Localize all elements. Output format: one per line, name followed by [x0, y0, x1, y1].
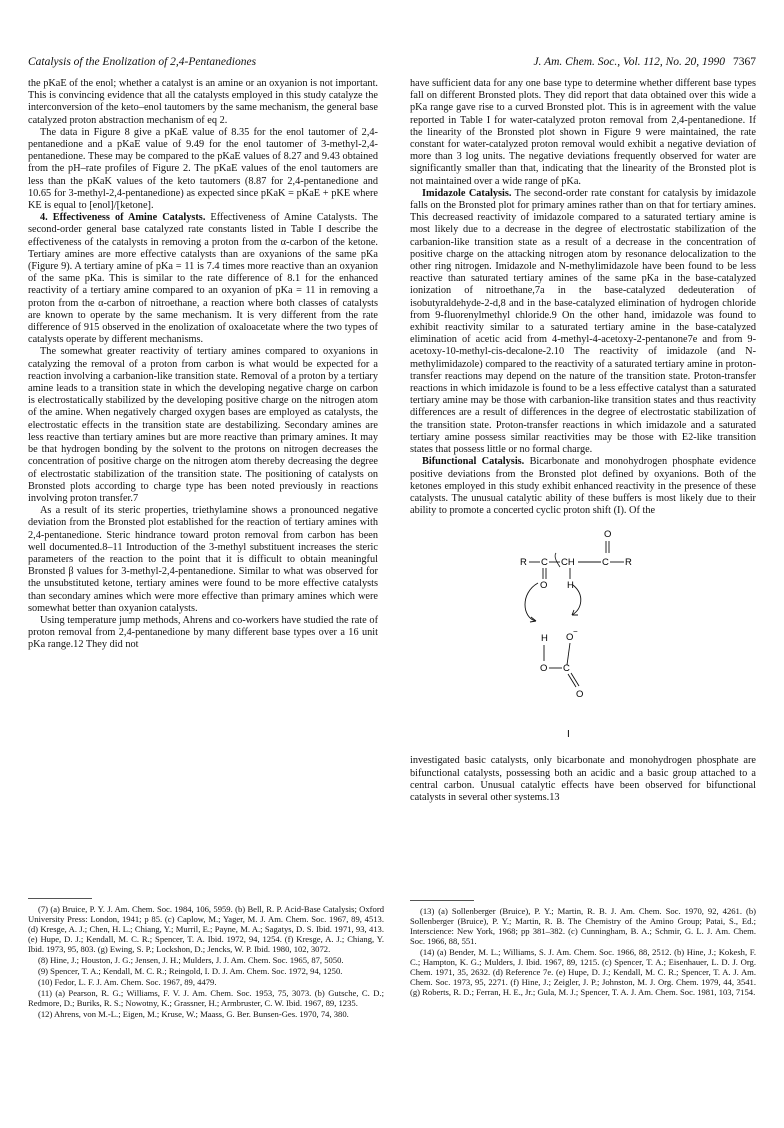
atom-h1: H: [567, 580, 574, 592]
section-heading: Imidazole Catalysis.: [422, 187, 512, 199]
paragraph: Using temperature jump methods, Ahrens and co-workers have studied the rate of proton removal from 2,4-pentanedione by many different base types over a 16 unit pKa range.12 They did not: [28, 614, 378, 651]
footnote: (7) (a) Bruice, P. Y. J. Am. Chem. Soc. 1984, 106, 5959. (b) Bell, R. P. Acid-Base Catalysis; Oxford University Press: London, 1941; p 85. (c) Caplow, M.; Yager, M. J. Am. Chem. Soc. 1967, 89, 4513. (d) Kresge, A. J.; Chen, H. L.; Chiang, Y.; Murril, E.; Payne, M. A.; Sagatys, D. S. Ibid. 1971, 93, 413. (e) Hupe, D. J.; Kendall, M. C. R.; Spencer, T. A. Ibid. 1972, 94, 1254. (f) Kresge, A. J.; Chiang, Y. Ibid. 1973, 95, 803. (g) Ewing, S. P.; Lockshon, D.; Jencks, W. P. Ibid. 1980, 102, 3072.: [28, 904, 384, 954]
paragraph-body: Bicarbonate and monohydrogen phosphate evidence positive deviations from the Bronsted plot defined by oxyanions. Both of the ketones employed in this study exhibit enhanced reactivity in the presence of these catalysts. The unusual catalytic ability of these buffers is most likely due to their ability to promote a concerted cyclic proton shift (I). Of the: [410, 456, 756, 517]
paragraph: have sufficient data for any one base type to determine whether different base types fall on different Bronsted plots. They did report that data obtained over this wide a pKa range gave rise to a curved Bronsted plot. This is in agreement with the value reported in Table I for water-catalyzed proton removal from 2,4-pentanedione. If the linearity of the Bronsted plot shown in Figure 9 were maintained, the rate constant for water-catalyzed proton removal would exhibit a negative deviation of more than 3 log units. The negative deviations frequently observed for water are significantly smaller than that, indicating that the linearity of the Bronsted plot is not maintained over a wide range of pKa.: [410, 78, 756, 187]
atom-o1: O: [540, 580, 548, 592]
footnote: (14) (a) Bender, M. L.; Williams, S. J. Am. Chem. Soc. 1966, 88, 2512. (b) Hine, J.; Kokesh, F. C.; Hampton, K. G.; Mulders, J. Ibid. 1967, 89, 1215. (c) Spencer, T. A.; Eisenhauer, L. D. J. Org. Chem. 1971, 35, 2632. (d) Reference 7e. (e) Hupe, D. J.; Kendall, M. C. R.; Spencer, T. A. J. Am. Chem. Soc. 1973, 95, 2271. (f) Hine, J.; Zeigler, J. P.; Johnston, M. J. Org. Chem. 1979, 44, 3541. (g) Roberts, R. D.; Ferran, H. E., Jr.; Gula, M. J.; Spencer, T. A. J. Am. Chem. Soc. 1981, 103, 7154.: [410, 947, 756, 997]
paragraph: The somewhat greater reactivity of tertiary amines compared to oxyanions in catalyzing the removal of a proton from carbon is what would be expected for a reaction involving a carbanion-like transition state. Removal of a proton by a tertiary amine leads to a transition state in which the developing negative charge on carbon is electrostatically stabilized by the developing positive charge on the nitrogen atom of the amine. When negatively charged oxygen bases are employed as catalysts, the electrostatic effects in the transition state are destabilizing. Secondary amines are less reactive than tertiary amines but are more reactive than primary amines. It may be that hydrogen bonding by the solvent to the protons on nitrogen decreases the concentration of positive charge on the nitrogen atom thereby decreasing the degree of electrostatic stabilization of the transition state. The positioning of catalysts on Bronsted plots according to charge type has been noted previously in reactions involving proton transfer.7: [28, 346, 378, 504]
section-heading: 4. Effectiveness of Amine Catalysts.: [40, 212, 206, 224]
footnotes-left: [28, 904, 384, 1020]
right-column: [410, 78, 756, 804]
negative-charge: −: [573, 627, 578, 637]
page-number: 7367: [733, 56, 756, 68]
atom-o-bottom: O: [576, 689, 584, 701]
paragraph: [28, 212, 378, 346]
running-title: Catalysis of the Enolization of 2,4-Pentanediones: [28, 56, 257, 68]
atom-o2: O: [566, 632, 574, 644]
atom-r-right: R: [625, 557, 632, 569]
footnote-rule: [410, 900, 474, 901]
footnote: (9) Spencer, T. A.; Kendall, M. C. R.; Reingold, I. D. J. Am. Chem. Soc. 1972, 94, 1250.: [38, 966, 343, 976]
atom-o-top: O: [604, 529, 612, 541]
atom-r-left: R: [520, 557, 527, 569]
footnote: (10) Fedor, L. F. J. Am. Chem. Soc. 1967, 89, 4479.: [38, 977, 217, 987]
running-header: [28, 56, 756, 72]
journal-citation: [533, 56, 756, 68]
footnote: (13) (a) Sollenberger (Bruice), P. Y.; Martin, R. B. J. Am. Chem. Soc. 1970, 92, 4261. (b) Sollenberger (Bruice), P. Y.; Martin, R. B. The Chemistry of the Amino Group; Patai, S., Ed.; Interscience: New York, 1968; pp 381–382. (c) Cunningham, B. A.; Schmir, G. L. J. Am. Chem. Soc. 1966, 88, 551.: [410, 906, 756, 946]
section-heading: Bifunctional Catalysis.: [422, 456, 525, 468]
paragraph: [410, 456, 756, 517]
footnote-rule: [28, 898, 92, 899]
paragraph-body: Effectiveness of Amine Catalysts. The second-order general base catalyzed rate constants listed in Table I describe the effectiveness of the catalysts in removing a proton from the α-carbon of the ketone. Tertiary amines are more effective catalysts than are oxyanions of the same pKa (Figure 9). A tertiary amine of pKa = 11 is 7.4 times more reactive than an oxyanion of the same pKa. This is similar to the rate difference of 8.1 for the enhanced reactivity of a tertiary amine compared to an oxyanion of pKa = 11 in removing a proton from the α-carbon of nitroethane, a reaction where both classes of catalysts are known to operate by the same mechanism. It is very different from the rate difference of 915 observed in the enolization of oxaloacetate where the two types of catalysts operate by different mechanisms.: [28, 212, 378, 346]
figure-label: I: [567, 729, 570, 741]
atom-h2: H: [541, 633, 548, 645]
footnote: (12) Ahrens, von M.-L.; Eigen, M.; Kruse, W.; Maass, G. Ber. Bunsen-Ges. 1970, 74, 380.: [38, 1009, 349, 1019]
atom-c3: C: [602, 557, 609, 569]
paragraph: [410, 188, 756, 456]
structure-diagram: [410, 523, 756, 751]
footnotes-right: [410, 906, 756, 998]
footnote: (11) (a) Pearson, R. G.; Williams, F. V. J. Am. Chem. Soc. 1953, 75, 3073. (b) Gutsche, C. D.; Redmore, D.; Buriks, R. S.; Nowotny, K.; Grassner, H.; Armbruster, C. W. Ibid. 1967, 89, 1235.: [28, 988, 384, 1008]
paragraph-body: The second-order rate constant for catalysis by imidazole falls on the Bronsted plot for primary amines rather than on that for tertiary amines. This decreased reactivity of imidazole compared to a saturated tertiary amine is most likely due to a decrease in the degree of electrostatic stabilization of the carbanion-like transition state as a result of a decrease in the concentration of positive charge on the attacking nitrogen atom by resonance delocalization to the other ring nitrogen. Imidazole and N-methylimidazole have been found to be less reactive than saturated tertiary amines of the same pKa in the base-catalyzed ionization of nitroethane,7a in the base-catalyzed dedeuteration of isobutyraldehyde-2-d,8 and in the base-catalyzed elimination of hydrogen chloride from 9-fluorenylmethyl chloride.9 On the other hand, imidazole was found to exhibit reactivity similar to a saturated tertiary amine in the base-catalyzed elimination of acetic acid from 4-methyl-4-acetoxy-2-pentanone7e and from 9-acetoxy-10-methyl-cis-decalone-2.10 The reactivity of imidazole (and N-methylimidazole) compared to the reactivity of a saturated tertiary amine in proton-transfer reactions may depend on the nature of the transition state. Proton-transfer reactions in which imidazole is found to be a less effective catalyst than a saturated tertiary amine may be those with carbanion-like transition states and thus reactivity differences are a result of differences in the degree of electrostatic stabilization of the transition state. Proton-transfer reactions in which imidazole and a saturated tertiary amine possess similar reactivities may be those with E2-like transition states that possess little or no formal charge.: [410, 187, 756, 456]
paragraph: As a result of its steric properties, triethylamine shows a pronounced negative deviation from the Bronsted plot established for the reaction of tertiary amines with 2,4-pentanedione. Steric hindrance toward proton removal from carbon has been well documented.8–11 Introduction of the 3-methyl substituent increases the steric parameters of the reaction to the point that it is difficult to obtain meaningful Bronsted β values for 3-methyl-2,4-pentanedione. Similar to what was observed for the unsubstituted ketone, tertiary amines were found to be more effective catalysts than secondary amines which were more effective than primary amines which were somewhat better than oxyanion catalysts.: [28, 505, 378, 614]
atom-c1: C: [541, 557, 548, 569]
paragraph: The data in Figure 8 give a pKaE value of 8.35 for the enol tautomer of 2,4-pentanedione and a pKaE value of 9.49 for the enol tautomer of 3-methyl-2,4-pentanedione. These may be compared to the pKaE values of 8.27 and 9.43 obtained from the pH–rate profiles of Figure 2. The pKaE values of the enol tautomers are less than the pKaK values of the keto tautomers (8.87 for 2,4-pentanedione and 10.65 for 3-methyl-2,4-pentanedione) as expected since pKaK = pKaE + pKE where KE is equal to [enol]/[ketone].: [28, 126, 378, 212]
structure-figure: [410, 523, 756, 751]
footnote: (8) Hine, J.; Houston, J. G.; Jensen, J. H.; Mulders, J. J. Am. Chem. Soc. 1965, 87, 5050.: [38, 955, 344, 965]
left-column: [28, 78, 378, 652]
atom-ch: CH: [561, 557, 575, 569]
paragraph: the pKaE of the enol; whether a catalyst is an amine or an oxyanion is not important. This is convincing evidence that all the catalysts employed in this study catalyze the interconversion of the keto–enol tautomers by the same mechanism, the general base catalyzed proton abstraction mechanism of eq 2.: [28, 78, 378, 126]
paragraph: investigated basic catalysts, only bicarbonate and monohydrogen phosphate are bifunctional catalysts, possessing both an acidic and a basic group attached to a central carbon. Unusual catalytic effects have been observed for bifunctional catalysts in several other systems.13: [410, 755, 756, 803]
journal-name: J. Am. Chem. Soc., Vol. 112, No. 20, 1990: [533, 56, 725, 68]
atom-o3: O: [540, 663, 548, 675]
atom-c-bottom: C: [563, 663, 570, 675]
